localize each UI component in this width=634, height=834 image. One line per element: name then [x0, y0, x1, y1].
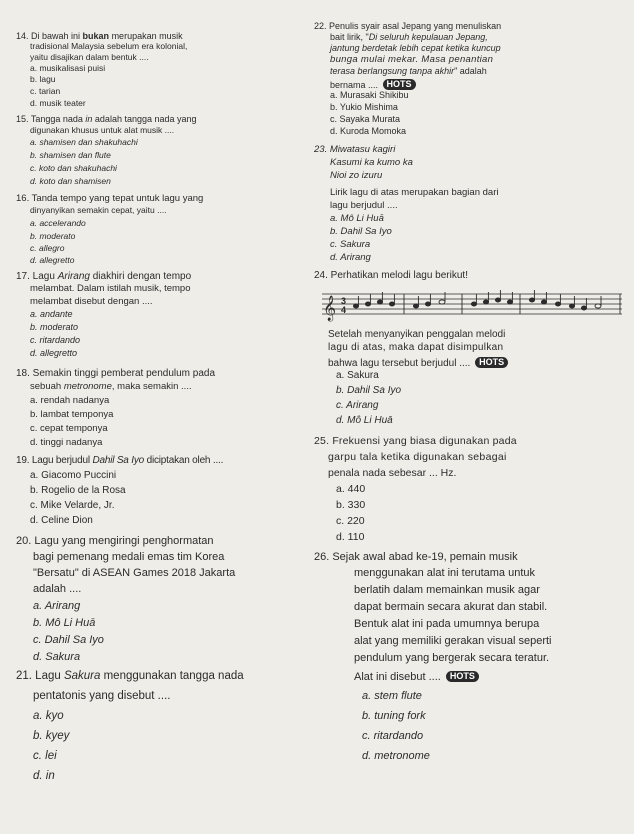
- q16-option-c: c. allegro: [30, 243, 65, 253]
- q24-line-3: lagu di atas, maka dapat disimpulkan: [328, 342, 504, 353]
- q25-line-3: penala nada sebesar ... Hz.: [328, 467, 457, 479]
- note: [425, 302, 430, 306]
- q17-line-1-a: 17. Lagu: [16, 271, 58, 282]
- q22-option-c: c. Sayaka Murata: [330, 114, 401, 124]
- q15-line-2: digunakan khusus untuk alat musik ....: [30, 125, 175, 135]
- q24-option-a: a. Sakura: [336, 370, 379, 381]
- q26-line-5: Bentuk alat ini pada umumnya berupa: [354, 618, 540, 630]
- q26-line-2: menggunakan alat ini terutama untuk: [354, 567, 536, 579]
- note: [595, 304, 601, 308]
- q19-line-1-b: diciptakan oleh ....: [144, 455, 224, 466]
- q18-option-d: d. tinggi nadanya: [30, 437, 103, 448]
- q15-line-1-a: 15. Tangga nada: [16, 114, 86, 124]
- q15-in: in: [85, 114, 93, 124]
- q26-line-3: berlatih dalam memainkan musik agar: [354, 584, 540, 596]
- q25-option-d: d. 110: [336, 531, 365, 543]
- treble-clef-icon: 𝄞: [323, 296, 337, 321]
- q26-option-d: d. metronome: [362, 750, 430, 762]
- q14-option-a: a. musikalisasi puisi: [30, 63, 106, 73]
- q19-option-d: d. Celine Dion: [30, 515, 93, 526]
- q16-option-b: b. moderato: [30, 231, 76, 241]
- q17-option-b: b. moderato: [30, 322, 79, 332]
- q19-line-1-a: 19. Lagu berjudul: [16, 455, 93, 466]
- note: [507, 300, 512, 304]
- q24-line-4: bahwa lagu tersebut berjudul ....: [328, 358, 471, 369]
- q26-line-4: dapat bermain secara akurat dan stabil.: [354, 601, 548, 613]
- note: [569, 304, 574, 308]
- q18-option-b: b. lambat temponya: [30, 409, 114, 420]
- note: [413, 304, 418, 308]
- q22-line-5-a: terasa berlangsung tanpa akhir: [330, 66, 455, 76]
- q19-option-a: a. Giacomo Puccini: [30, 470, 117, 481]
- q22-option-b: b. Yukio Mishima: [330, 102, 398, 112]
- q21-option-a: a. kyo: [33, 710, 64, 722]
- q21-option-c: c. lei: [33, 750, 57, 762]
- q20-option-d: d. Sakura: [33, 651, 81, 663]
- q18-line-2-b: , maka semakin ....: [111, 381, 192, 392]
- hots-badge: HOTS: [383, 79, 416, 90]
- q14-line-2: tradisional Malaysia sebelum era kolonial,: [30, 41, 188, 51]
- note: [495, 298, 500, 302]
- q22-line-1: 22. Penulis syair asal Jepang yang menuliskan: [314, 21, 502, 31]
- q20-line-3: "Bersatu" di ASEAN Games 2018 Jakarta: [33, 567, 236, 579]
- note: [389, 302, 394, 306]
- q26-option-b: b. tuning fork: [362, 710, 426, 722]
- q22-line-6: bernama ....: [330, 80, 379, 90]
- q17-line-1-b: diakhiri dengan tempo: [89, 271, 192, 282]
- q17-option-c: c. ritardando: [30, 335, 81, 345]
- q25-option-c: c. 220: [336, 515, 365, 527]
- q15-option-b: b. shamisen dan flute: [30, 150, 111, 160]
- note: [439, 300, 445, 304]
- q17-line-2: melambat. Dalam istilah musik, tempo: [30, 283, 191, 294]
- q20-option-a: a. Arirang: [33, 600, 81, 612]
- q23-option-b: b. Dahil Sa Iyo: [330, 226, 392, 237]
- q22-line-2-a: bait lirik, ": [330, 32, 369, 42]
- note: [365, 302, 370, 306]
- note: [353, 304, 358, 308]
- q21-option-b: b. kyey: [33, 730, 70, 742]
- note: [377, 300, 382, 304]
- q20-line-2: bagi pemenang medali emas tim Korea: [33, 551, 225, 563]
- q21-line-1-a: 21. Lagu: [16, 670, 64, 682]
- q20-line-1: 20. Lagu yang mengiringi penghormatan: [16, 535, 214, 547]
- q26-line-8: Alat ini disebut ....: [354, 671, 441, 683]
- q15-option-c: c. koto dan shakuhachi: [30, 163, 117, 173]
- q22-line-5-b: " adalah: [454, 66, 487, 76]
- q21-sakura: Sakura: [63, 670, 101, 682]
- q25-line-2: garpu tala ketika digunakan sebagai: [328, 451, 507, 463]
- q14-line-1-a: 14. Di bawah ini: [16, 31, 83, 41]
- q23-line-2: Kasumi ka kumo ka: [330, 157, 413, 168]
- q26-line-6: alat yang memiliki gerakan visual seperti: [354, 635, 552, 647]
- q15-option-d: d. koto dan shamisen: [30, 176, 111, 186]
- q14-line-1-b: merupakan musik: [109, 31, 183, 41]
- q25-option-b: b. 330: [336, 499, 366, 511]
- q14-option-b: b. lagu: [30, 74, 56, 84]
- q15-option-a: a. shamisen dan shakuhachi: [30, 137, 138, 147]
- q20-line-4: adalah ....: [33, 583, 82, 595]
- time-signature-top: 3: [341, 296, 347, 306]
- q26-line-1: 26. Sejak awal abad ke-19, pemain musik: [314, 551, 518, 563]
- q24-option-c: c. Arirang: [336, 400, 379, 411]
- q14-line-3: yaitu disajikan dalam bentuk ....: [30, 52, 149, 62]
- note: [555, 302, 560, 306]
- note: [541, 300, 546, 304]
- q19-title: Dahil Sa Iyo: [92, 455, 144, 466]
- q18-line-1: 18. Semakin tinggi pemberat pendulum pada: [16, 368, 216, 379]
- note: [529, 298, 534, 302]
- q16-line-1: 16. Tanda tempo yang tepat untuk lagu yang: [16, 193, 204, 204]
- q24-option-d: d. Mô Li Huā: [336, 415, 393, 426]
- q17-option-d: d. allegretto: [30, 348, 78, 358]
- q22-option-a: a. Murasaki Shikibu: [330, 90, 409, 100]
- q22-option-d: d. Kuroda Momoka: [330, 126, 407, 136]
- q23-option-a: a. Mô Li Huā: [330, 213, 384, 224]
- q14-option-d: d. musik teater: [30, 98, 86, 108]
- q23-option-c: c. Sakura: [330, 239, 371, 250]
- q21-option-d: d. in: [33, 770, 55, 782]
- q23-line-1: 23. Miwatasu kagiri: [314, 144, 396, 155]
- q19-option-b: b. Rogelio de la Rosa: [30, 485, 126, 496]
- hots-badge: HOTS: [475, 357, 508, 368]
- q14-bukan: bukan: [82, 31, 110, 41]
- q23-line-3: Nioi zo izuru: [330, 170, 383, 181]
- q18-option-a: a. rendah nadanya: [30, 395, 110, 406]
- q17-option-a: a. andante: [30, 309, 73, 319]
- melody-staff: [322, 290, 626, 322]
- q18-option-c: c. cepat temponya: [30, 423, 108, 434]
- q20-option-b: b. Mô Li Huā: [33, 617, 96, 629]
- q21-line-2: pentatonis yang disebut ....: [33, 690, 171, 702]
- q16-option-d: d. allegretto: [30, 255, 75, 265]
- q24-line-1: 24. Perhatikan melodi lagu berikut!: [314, 270, 468, 281]
- q17-arirang: Arirang: [57, 271, 90, 282]
- note: [483, 300, 488, 304]
- q22-line-2-b: Di seluruh kepulauan Jepang,: [368, 32, 488, 42]
- q26-option-a: a. stem flute: [362, 690, 422, 702]
- q23-option-d: d. Arirang: [330, 252, 371, 263]
- q15-line-1-b: adalah tangga nada yang: [92, 114, 197, 124]
- q18-line-2-a: sebuah: [30, 381, 64, 392]
- q14-option-c: c. tarian: [30, 86, 61, 96]
- q23-line-4: Lirik lagu di atas merupakan bagian dari: [330, 187, 499, 198]
- q16-option-a: a. accelerando: [30, 218, 86, 228]
- time-signature-bottom: 4: [341, 305, 347, 315]
- hots-badge: HOTS: [446, 671, 479, 682]
- note: [581, 306, 586, 310]
- q18-metronome: metronome: [63, 381, 112, 392]
- q16-line-2: dinyanyikan semakin cepat, yaitu ....: [30, 205, 167, 215]
- note: [471, 302, 476, 306]
- q22-line-3: jantung berdetak lebih cepat ketika kuncup: [330, 43, 501, 53]
- q25-option-a: a. 440: [336, 483, 366, 495]
- q21-line-1-b: menggunakan tangga nada: [100, 670, 244, 682]
- q26-option-c: c. ritardando: [362, 730, 424, 742]
- q24-option-b: b. Dahil Sa Iyo: [336, 385, 402, 396]
- q26-line-7: pendulum yang bergerak secara teratur.: [354, 652, 550, 664]
- q24-line-2: Setelah menyanyikan penggalan melodi: [328, 329, 506, 340]
- q22-line-4: bunga mulai mekar. Masa penantian: [330, 54, 494, 65]
- q19-option-c: c. Mike Velarde, Jr.: [30, 500, 115, 511]
- q17-line-3: melambat disebut dengan ....: [30, 296, 153, 307]
- q20-option-c: c. Dahil Sa Iyo: [33, 634, 104, 646]
- q25-line-1: 25. Frekuensi yang biasa digunakan pada: [314, 435, 517, 447]
- q23-line-5: lagu berjudul ....: [330, 200, 398, 211]
